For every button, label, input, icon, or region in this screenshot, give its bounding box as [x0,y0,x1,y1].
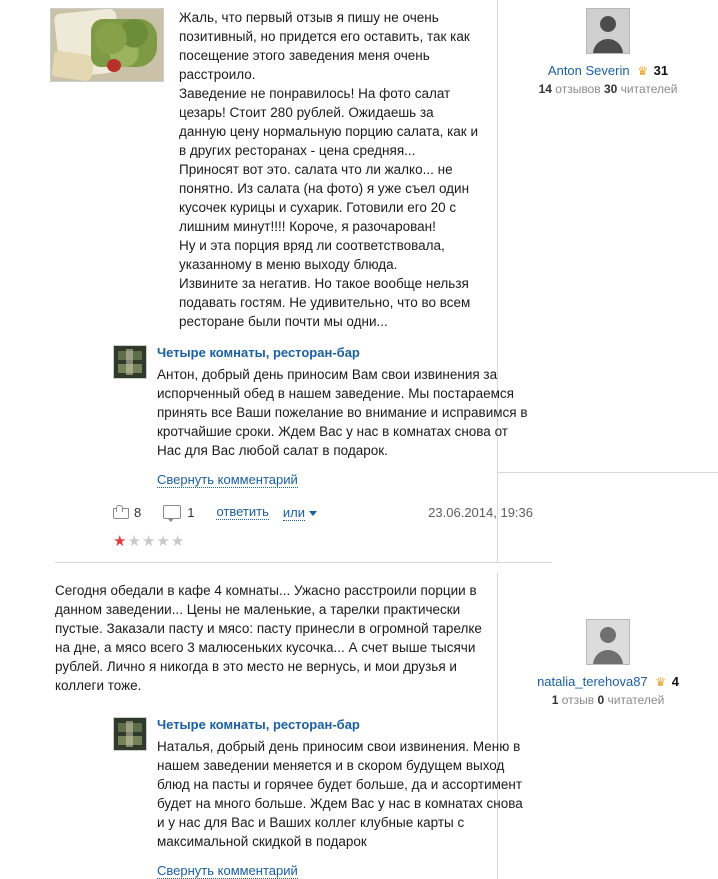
bread-shape [51,50,94,81]
review-timestamp: 23.06.2014, 19:36 [428,504,533,520]
reply-link[interactable]: ответить [216,504,269,519]
avatar[interactable] [586,619,630,665]
author-score: 4 [671,674,679,689]
salad-photo[interactable] [50,8,164,82]
crown-icon: ♛ [637,64,648,78]
restaurant-logo-icon[interactable] [113,717,147,751]
restaurant-link[interactable]: Четыре комнаты, ресторан-бар [157,717,360,732]
star-filled-icon: ★ [113,533,128,550]
review-paragraph: Сегодня обедали в кафе 4 комнаты... Ужасно расстроили порции в данном заведении... Цены не маленькие, а тарелки практически пустые. Заказали пасту и мясо: пасту принесли в огромной тарелке на дне, а мясо всего 3 малюсеньких кусочка... А счет выше тысячи рублей. Лично я никогда в это место не вернусь, и мои друзья и коллеги тоже. [55,583,482,693]
author-readers-count: 0 [597,693,605,707]
review-paragraph: Жаль, что первый отзыв я пишу не очень позитивный, но придется его оставить, так как посещение этого заведения меня очень расстроило. [179,10,470,82]
divider-right [497,472,718,473]
author-reviews-label: отзыв [561,693,595,707]
author-readers-label[interactable]: читателей [607,693,665,707]
owner-reply [113,345,533,488]
review-text [55,581,483,695]
or-label[interactable]: или [282,504,305,520]
author-reviews-count: 1 [551,693,559,707]
star-empty-icon: ★ [170,533,186,550]
restaurant-logo-icon[interactable] [113,345,147,379]
author-line [508,63,708,78]
owner-reply-body [157,345,533,488]
review-content [0,573,523,879]
owner-reply-text: Наталья, добрый день приносим свои извинения. Меню в нашем заведении меняется и в скором будущем выход блюд на пасты и горячее будет больше, да и ассортимент будет на много больше. Ждем Вас у нас в комнатах снова и у нас для Вас и Ваших коллег клубные карты с максимальной скидкой в подарок [157,739,523,849]
review-paragraph: Извините за негатив. Но такое вообще нельзя подавать гостям. Не удивительно, что во всем ресторане были почти мы одни... [179,276,471,329]
crown-icon: ♛ [655,675,667,689]
star-empty-icon: ★ [127,533,142,550]
tomato-shape [107,59,121,72]
owner-reply-body [157,717,533,879]
comment-bubble-icon [163,505,181,519]
author-reviews-label: отзывов [555,82,601,96]
author-reviews-count: 14 [538,82,552,96]
review-item [0,573,718,879]
collapse-comment-link[interactable]: Свернуть комментарий [157,472,298,487]
review-content [0,0,533,563]
comment-count: 1 [187,504,195,520]
restaurant-link[interactable]: Четыре комнаты, ресторан-бар [157,345,360,360]
avatar[interactable] [586,8,630,54]
author-name-link[interactable]: Anton Severin [547,63,630,78]
like-button[interactable] [113,505,141,520]
star-empty-icon: ★ [156,533,171,550]
like-count: 8 [134,504,142,520]
author-readers-label[interactable]: читателей [620,82,678,96]
or-dropdown[interactable] [283,505,317,520]
author-score: 31 [653,63,669,78]
review-actions [113,504,533,520]
review-paragraph: Ну и эта порция вряд ли соответствовала, указанному в меню выходу блюда. [179,238,445,272]
author-stats [508,82,708,96]
thumbs-up-icon [113,505,128,519]
owner-reply-text: Антон, добрый день приносим Вам свои извинения за испорченный обед в нашем заведение. Мы постараемся принять все Ваши пожелание во внимание и исправимся в кротчайшие сроки. Ждем Вас у нас в комнатах снова от Нас для Вас любой салат в подарок. [157,367,528,458]
author-readers-count: 30 [603,82,618,96]
rating-stars [113,532,483,550]
author-name-link[interactable]: natalia_terehova87 [537,674,648,689]
author-stats [508,693,708,707]
collapse-comment-link[interactable]: Свернуть комментарий [157,863,298,878]
greens-shape [91,19,157,67]
comments-button[interactable] [163,505,194,520]
owner-reply [113,717,533,879]
author-line [508,674,708,689]
review-paragraph: Приносят вот это. салата что ли жалко... не понятно. Из салата (на фото) я уже съел один кусочек курицы и сухарик. Готовили его 20 с лишним минут!!!! Короче, я разочарован! [179,162,470,234]
review-text [179,8,483,331]
review-paragraph: Заведение не понравилось! На фото салат цезарь! Стоит 280 рублей. Ожидаешь за данную цену нормальную порцию салата, как и в других ресторанах - цена средняя... [179,86,478,158]
divider [55,562,552,563]
star-empty-icon: ★ [141,533,157,550]
chevron-down-icon [309,511,317,516]
